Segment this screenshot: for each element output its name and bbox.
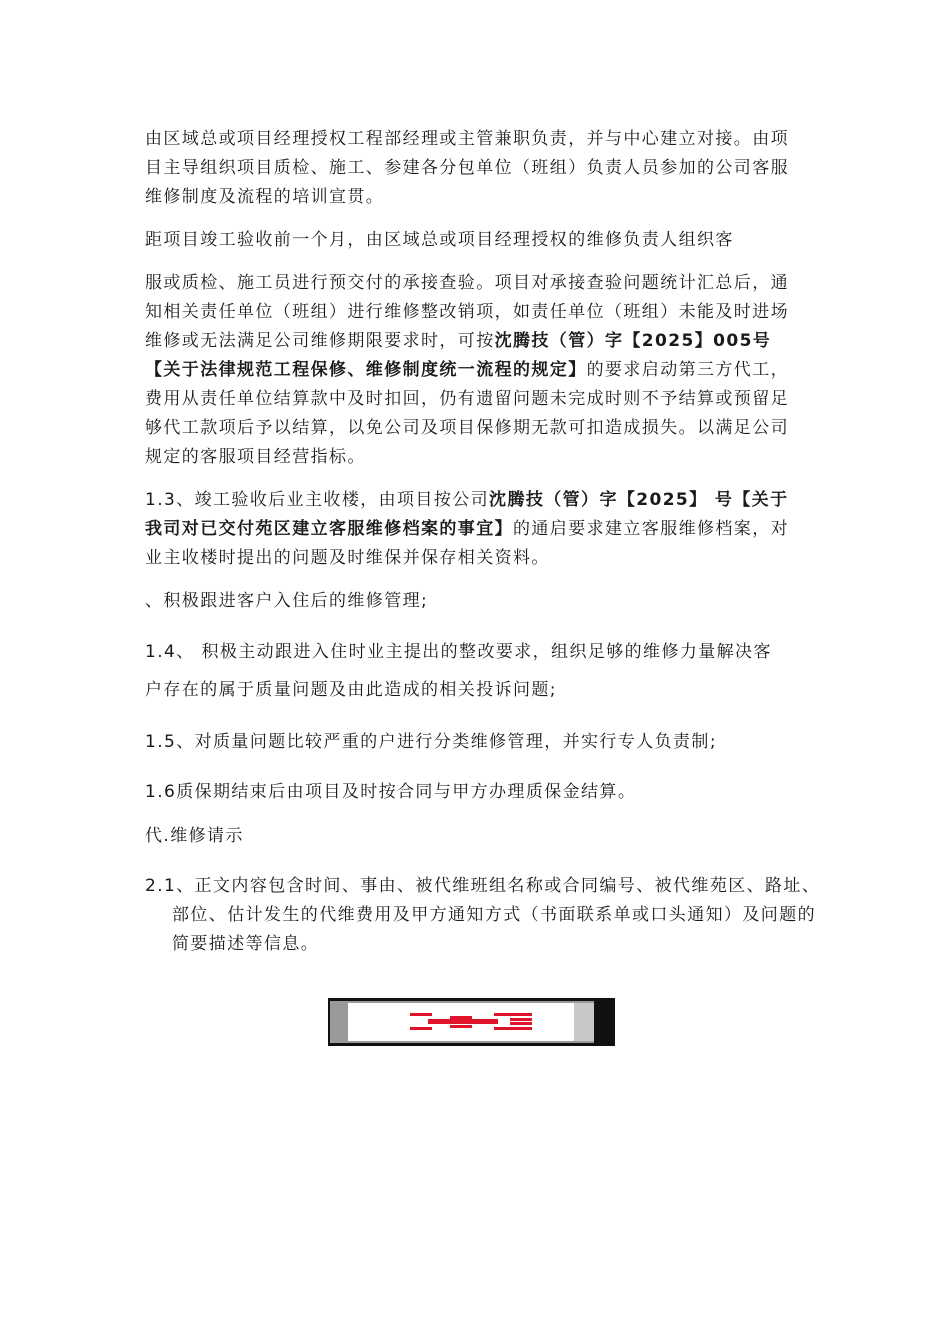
paragraph-follow-up <box>145 587 805 616</box>
paragraph-text: 1.5、对质量问题比较严重的户进行分类维修管理，并实行专人负责制; <box>145 732 717 752</box>
paragraph-text: 服或质检、施工员进行预交付的承接查验。项目对承接查验问题统计汇总后，通知相关责任单位（班组）进行维修整改销项，如责任单位（班组）未能及时进场维修或无法满足公司维修期限要求时，可按 <box>145 273 789 351</box>
paragraph-text: 1.6质保期结束后由项目及时按合同与甲方办理质保金结算。 <box>145 782 637 802</box>
decorative-figure <box>328 998 615 1046</box>
paragraph-1-6 <box>145 778 805 807</box>
decorative-figure-graphic <box>328 998 615 1046</box>
regulation-reference: 沈腾技（管）字【2025】 号【关于我司对已交付苑区建立客服维修档案的事宜】 <box>145 490 789 539</box>
paragraph-text: 1.3、竣工验收后业主收楼，由项目按公司 <box>145 490 490 510</box>
paragraph-1-5 <box>145 728 805 757</box>
paragraph-text: 2.1、正文内容包含时间、事由、被代维班组名称或合同编号、被代维苑区、路址、部位、估计发生的代维费用及甲方通知方式（书面联系单或口头通知）及问题的简要描述等信息。 <box>145 876 821 954</box>
paragraph-1-3 <box>145 486 805 573</box>
section-heading-repair-request <box>145 822 805 851</box>
paragraph-2-1 <box>145 872 832 959</box>
paragraph-1-4 <box>145 638 805 667</box>
paragraph-text: 1.4、 积极主动跟进入住时业主提出的整改要求，组织足够的维修力量解决客 <box>145 642 772 662</box>
paragraph-1-4-cont <box>145 676 805 705</box>
regulation-reference: 沈腾技（管）字【2025】005号【关于法律规范工程保修、维修制度统一流程的规定】 <box>145 331 772 380</box>
paragraph-text: 、积极跟进客户入住后的维修管理; <box>145 591 429 611</box>
figure-light-strip <box>574 1003 594 1041</box>
paragraph-training <box>145 125 805 212</box>
paragraph-pre-acceptance <box>145 226 805 255</box>
paragraph-text: 的通启要求建立客服维修档案，对业主收楼时提出的问题及时维保并保存相关资料。 <box>145 519 789 568</box>
paragraph-text: 距项目竣工验收前一个月，由区域总或项目经理授权的维修负责人组织客 <box>145 230 734 250</box>
paragraph-text: 户存在的属于质量问题及由此造成的相关投诉问题; <box>145 680 557 700</box>
paragraph-inspection <box>145 269 805 472</box>
paragraph-text: 的要求启动第三方代工，费用从责任单位结算款中及时扣回，仍有遗留问题未完成时则不予结算或预留足够代工款项后予以结算，以免公司及项目保修期无款可扣造成损失。以满足公司规定的客服项目经营指标。 <box>145 360 790 467</box>
heading-text: 代.维修请示 <box>145 826 244 846</box>
paragraph-text: 由区域总或项目经理授权工程部经理或主管兼职负责，并与中心建立对接。由项目主导组织项目质检、施工、参建各分包单位（班组）负责人员参加的公司客服维修制度及流程的培训宣贯。 <box>145 129 789 207</box>
